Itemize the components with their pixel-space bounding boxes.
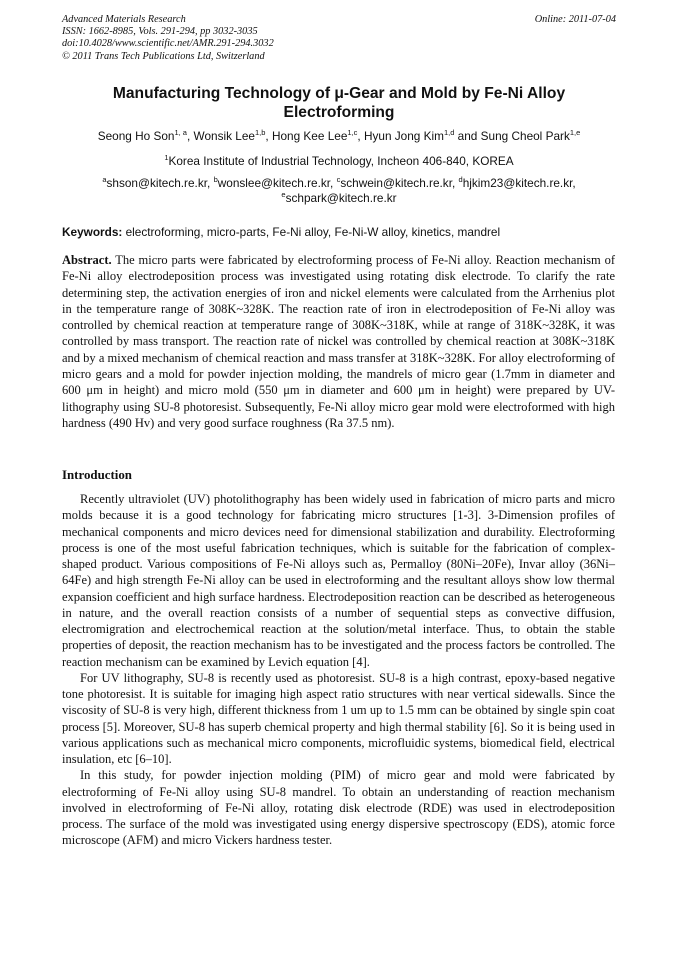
author-sup: 1, a [174,128,187,137]
email-sep: , [330,176,337,190]
author-sep: , [265,129,272,143]
doi-line: doi:10.4028/www.scientific.net/AMR.291-294.3032 [62,38,274,50]
abstract-label: Abstract. [62,253,112,267]
email-sup: b [213,175,218,184]
affiliation-sup: 1 [164,153,169,162]
email-link[interactable]: wonslee@kitech.re.kr [217,176,331,190]
email-sup: d [458,175,463,184]
abstract [62,252,615,431]
email-sep: , [207,176,214,190]
copyright-line: © 2011 Trans Tech Publications Ltd, Switzerland [62,50,265,62]
author-sep: and [454,129,481,143]
email-sep: , [451,176,459,190]
affiliation-text: Korea Institute of Industrial Technology, Incheon 406-840, KOREA [168,154,514,168]
email-sep: , [572,176,576,190]
author-sup: 1,c [347,128,358,137]
abstract-text: The micro parts were fabricated by electroforming process of Fe-Ni alloy. Reaction mechanism of Fe-Ni alloy electrodeposition process was investigated using rotating disk electrode. To clarify the rate determining step, the activation energies of iron and nickel elements were calculated from the Arrhenius plot in the temperature range of 308K~328K. The reaction rate of iron in electrodeposition of Fe-Ni alloy was controlled by chemical reaction at temperature range of 308K~318K, while at range of 318K~328K, it was controlled by mass transport. The reaction rate of nickel was controlled by chemical reaction at 308K~318K and by a mixed mechanism of chemical reaction and mass transfer at 318K~328K. For alloy electroforming of micro gears and a mold for powder injection molding, the mandrels of micro gear (1.7mm in diameter and 600 μm in height) and micro mold (550 μm in diameter and 600 μm in height) were prepared by UV-lithography using SU-8 photoresist. Subsequently, Fe-Ni alloy micro gear mold were electroformed with high hardness (490 Hv) and very good surface roughness (Ra 37.5 nm). [62,253,615,430]
paragraph: Recently ultraviolet (UV) photolithography has been widely used in fabrication of micro parts and micro molds because it is a good technology for fabricating micro structures [1-3]. 3-Dimension profiles of mechanical components and micro devices need for dimensional stabilization and durability. Electroforming process is one of the most useful fabrication techniques, which is suitable for the fabrication of complex-shaped product. Various compositions of Fe-Ni alloys such as, Permalloy (80Ni–20Fe), Invar alloy (36Ni–64Fe) and high strength Fe-Ni alloy can be used in electroforming and the resultant alloys show low thermal expansion coefficient and high surface hardness. Electrodeposition reaction can be described as heterogeneous in nature, and the overall reaction consists of a number of sequential steps as convective diffusion, electromigration and electrochemical reaction at the solution/metal interface. Thus, to obtain the stable properties of deposit, the reaction mechanism has to be investigated and the process factors be controlled. The reaction mechanism can be examined by Levich equation [4]. [62,492,615,669]
email-link[interactable]: hjkim23@kitech.re.kr [462,176,573,190]
author-name: Seong Ho Son [97,129,175,143]
journal-name: Advanced Materials Research [62,14,186,25]
keywords-label: Keywords: [62,225,123,239]
author-sep: , [357,129,364,143]
author-name: Hong Kee Lee [271,129,348,143]
section-heading-introduction: Introduction [62,468,132,482]
email-link[interactable]: schpark@kitech.re.kr [285,191,397,205]
email-sup: c [336,175,341,184]
introduction-body [62,491,615,849]
author-sup: 1,b [254,128,266,137]
author-name: Hyun Jong Kim [363,129,444,143]
author-sup: 1,e [569,128,581,137]
paragraph: In this study, for powder injection molding (PIM) of micro gear and mold were fabricated by electroforming of Fe-Ni alloy using SU-8 mandrel. To obtain an understanding of reaction mechanism involved in electroforming of Fe-Ni alloy, rotating disk electrode (RDE) was used in electrodeposition process. The surface of the mold was investigated using energy dispersive spectroscopy (EDS), atomic force microscope (AFM) and micro Vickers hardness tester. [62,768,615,848]
email-link[interactable]: shson@kitech.re.kr [106,176,207,190]
online-date: Online: 2011-07-04 [534,14,616,25]
keywords [62,225,616,239]
author-list [62,129,616,144]
email-sup: e [281,190,286,199]
author-name: Wonsik Lee [193,129,255,143]
email-sup: a [102,175,107,184]
author-sup: 1,d [443,128,455,137]
paragraph: For UV lithography, SU-8 is recently used as photoresist. SU-8 is a high contrast, epoxy-based negative tone photoresist. It is suitable for imaging high aspect ratio structures with near vertical sidewalls. Since the viscosity of SU-8 is very high, different thickness from 1 um up to 1.5 mm can be obtained by single spin coat process [5]. Moreover, SU-8 has superb chemical property and high thermal stability [6]. So it is being used in various applications such as mechanical micro components, microfluidic systems, biomedical field, electrical insulation, etc [6–10]. [62,670,615,766]
title-line-2: Electroforming [283,104,395,121]
affiliation [62,154,616,169]
email-list [62,176,616,206]
keywords-text: electroforming, micro-parts, Fe-Ni alloy, Fe-Ni-W alloy, kinetics, mandrel [122,225,501,239]
author-sep: , [186,129,194,143]
email-link[interactable]: schwein@kitech.re.kr [340,176,452,190]
issn-line: ISSN: 1662-8985, Vols. 291-294, pp 3032-3035 [62,26,258,38]
journal-header [62,14,616,63]
author-name: Sung Cheol Park [480,129,570,143]
paper-title [62,84,616,122]
title-line-1: Manufacturing Technology of μ-Gear and Mold by Fe-Ni Alloy [112,85,566,102]
